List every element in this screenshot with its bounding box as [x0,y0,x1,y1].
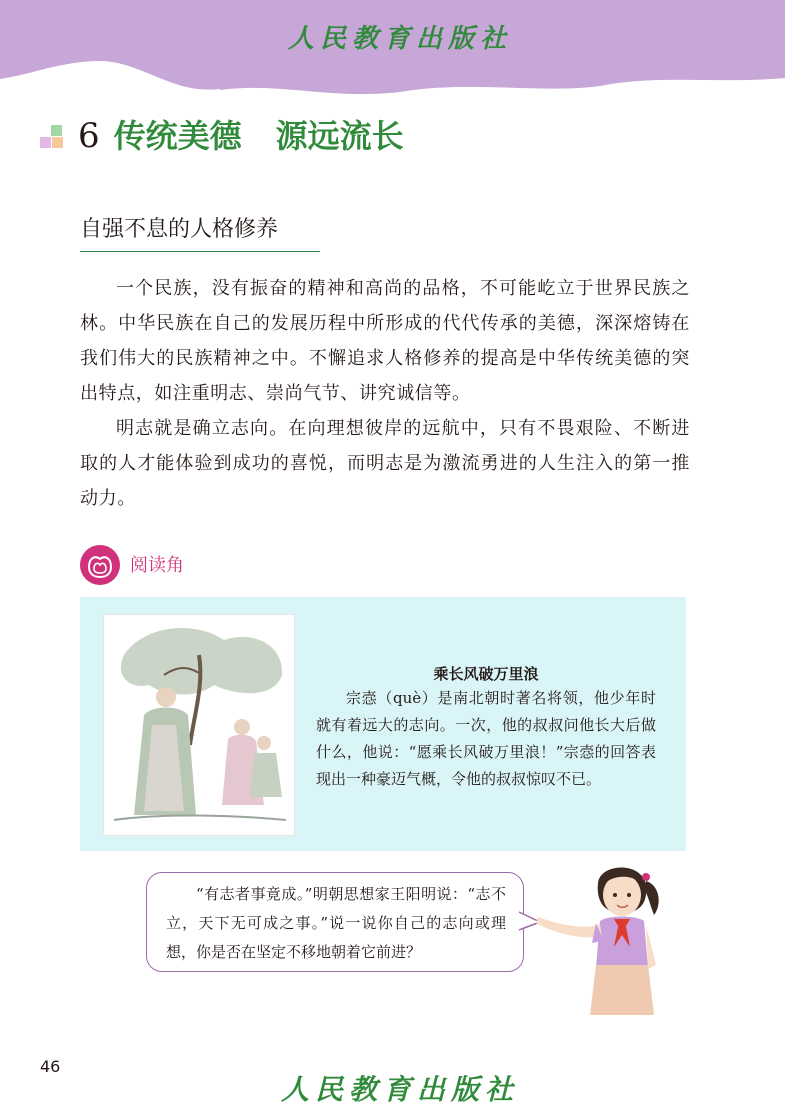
page-number: 46 [40,1057,61,1076]
chapter-title-part1: 传统美德 [113,117,242,155]
body-paragraph: 一个民族，没有振奋的精神和高尚的品格，不可能屹立于世界民族之林。中华民族在自己的发展历程中所形成的代代传承的美德，深深熔铸在我们伟大的民族精神之中。不懈追求人格修养的提高是中华传统美德的突出特点，如注重明志、崇尚气节、讲究诚信等。 [80,278,690,404]
chapter-number: 6 [78,116,100,156]
girl-student-illustration [530,855,680,1015]
header-band [0,0,800,110]
chapter-decoration-squares [40,125,66,149]
question-paragraph: “有志者事竟成。”明朝思想家王阳明说：“志不立，天下无可成之事。”说一说你自己的志向或理想，你是否在坚定不移地朝着它前进？ [166,885,506,961]
chapter-title [78,110,404,162]
body-text [80,271,690,516]
body-paragraph: 明志就是确立志向。在向理想彼岸的远航中，只有不畏艰险、不断进取的人才能体验到成功的喜悦，而明志是为激流勇进的人生注入的第一推动力。 [80,418,690,509]
publisher-logo-bottom: 人民教育出版社 [280,1073,519,1106]
story-box [80,597,686,851]
publisher-logo-top: 人民教育出版社 [287,24,512,54]
reading-corner-label: 阅读角 [130,555,184,576]
chapter-title-part2: 源远流长 [275,117,404,155]
section-title: 自强不息的人格修养 [80,212,320,252]
reading-corner-icon [80,545,120,585]
story-title: 乘长风破万里浪 [433,665,539,683]
story-paragraph: 宗悫（què）是南北朝时著名将领，他少年时就有着远大的志向。一次，他的叔叔问他长大后做什么，他说：“愿乘长风破万里浪！”宗悫的回答表现出一种豪迈气概，令他的叔叔惊叹不已。 [316,689,656,788]
story-text [316,685,656,793]
question-text [166,880,506,967]
story-illustration [104,615,294,835]
zong-que-illustration-image [104,615,294,835]
